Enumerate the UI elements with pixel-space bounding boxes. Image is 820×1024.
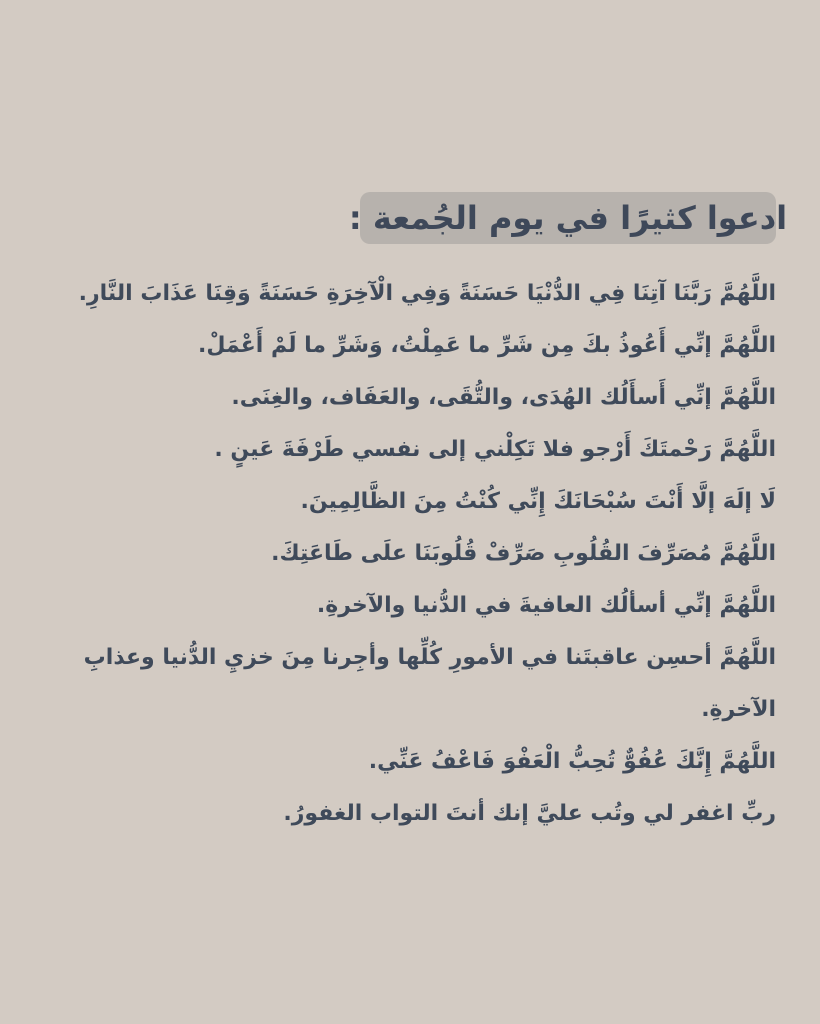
dua-list: [44, 268, 776, 840]
dua-line: ربِّ اغفر لي وتُب عليَّ إنك أنتَ التواب الغفورُ.: [283, 801, 776, 826]
dua-line: اللَّهُمَّ رَبَّنَا آتِنَا فِي الدُّنْيَا حَسَنَةً وَفِي الْآخِرَةِ حَسَنَةً وَقِنَا عَذَابَ النَّارِ.: [78, 281, 776, 306]
dua-line: اللَّهُمَّ إنِّي أسألُك العافيةَ في الدُّنيا والآخرةِ.: [316, 593, 776, 618]
dua-line: اللَّهُمَّ مُصَرِّفَ القُلُوبِ صَرِّفْ قُلُوبَنَا علَى طَاعَتِكَ.: [271, 541, 776, 566]
dua-line: اللَّهُمَّ أحسِن عاقبتَنا في الأمورِ كُلِّها وأجِرنا مِنَ خزيِ الدُّنيا وعذابِ الآخرةِ.: [83, 645, 776, 722]
dua-line: اللَّهُمَّ إنِّي أَعُوذُ بكَ مِن شَرِّ ما عَمِلْتُ، وَشَرِّ ما لَمْ أَعْمَلْ.: [198, 333, 776, 358]
page-title: ادعوا كثيرًا في يوم الجُمعة :: [348, 199, 788, 237]
dua-line: اللَّهُمَّ إِنَّكَ عُفُوٌّ تُحِبُّ الْعَفْوَ فَاعْفُ عَنِّي.: [368, 749, 776, 774]
dua-line: اللَّهُمَّ إنِّي أَسأَلُك الهُدَى، والتُّقَى، والعَفَاف، والغِنَى.: [231, 385, 776, 410]
dua-line: لَا إلَهَ إلَّا أَنْتَ سُبْحَانَكَ إِنِّي كُنْتُ مِنَ الظَّالِمِينَ.: [300, 489, 776, 514]
title-box: [348, 192, 788, 244]
dua-line: اللَّهُمَّ رَحْمتَكَ أَرْجو فلا تَكِلْني إلى نفسي طَرْفَةَ عَينٍ .: [214, 437, 776, 462]
